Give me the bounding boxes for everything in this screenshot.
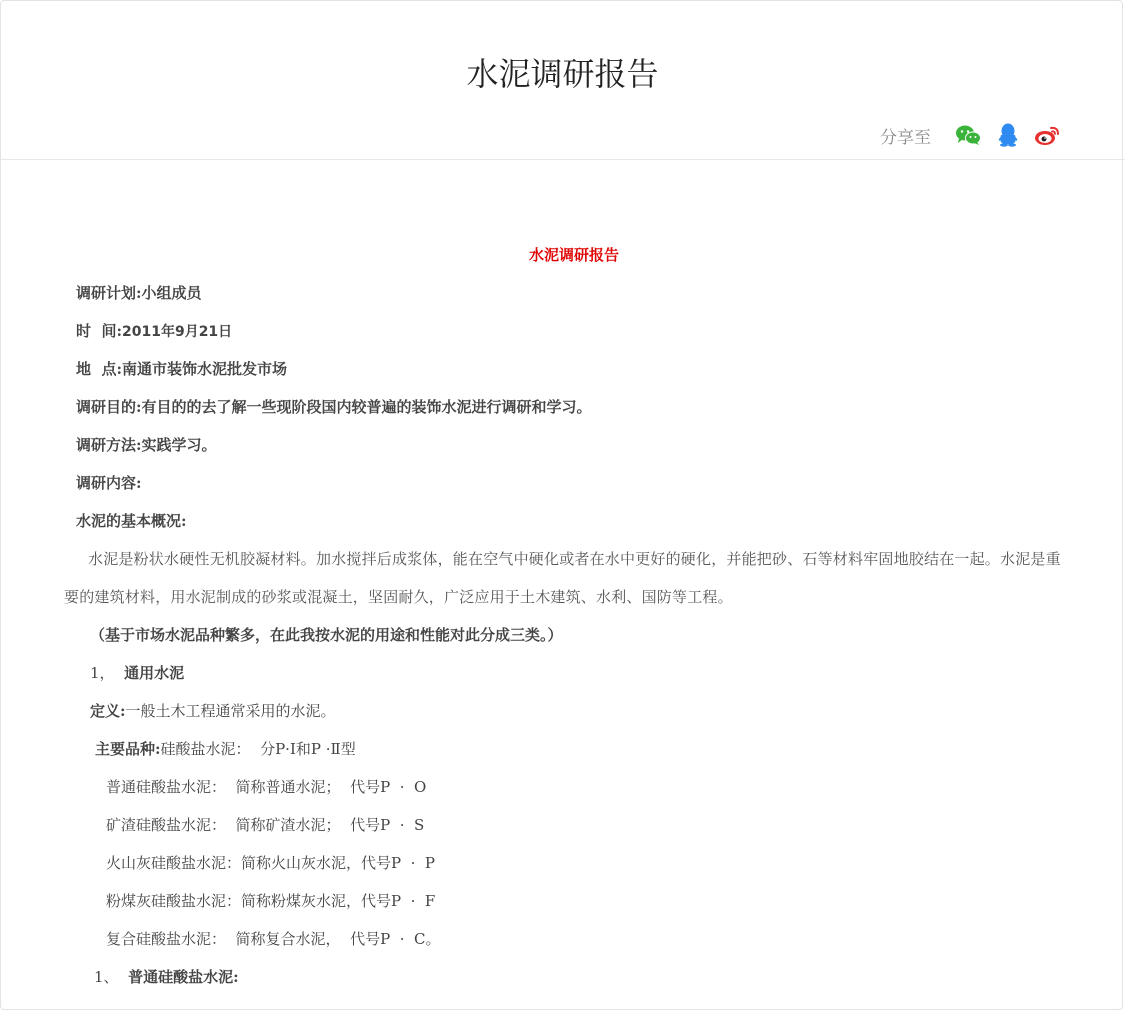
share-label: 分享至 xyxy=(880,127,931,148)
method-label: 调研方法: xyxy=(76,436,142,454)
purpose-value: 有目的的去了解一些现阶段国内较普遍的装饰水泥进行调研和学习。 xyxy=(141,398,592,416)
time-line xyxy=(76,312,232,351)
definition-value: 一般土木工程通常采用的水泥。 xyxy=(125,702,336,720)
document-title: 水泥调研报告 xyxy=(528,246,619,264)
main-varieties-value: 硅酸盐水泥： 分P·Ⅰ和P ·Ⅱ型 xyxy=(160,740,356,758)
main-varieties-line xyxy=(95,730,356,768)
method-value: 实践学习。 xyxy=(141,436,217,454)
plan-value: 小组成员 xyxy=(141,284,202,302)
definition-label: 定义: xyxy=(90,702,126,720)
page-title: 水泥调研报告 xyxy=(466,55,659,93)
content-heading: 调研内容: xyxy=(76,474,142,492)
section-2-title: 普通硅酸盐水泥: xyxy=(128,968,239,986)
method-line xyxy=(76,426,217,464)
share-bar xyxy=(880,120,1063,150)
weibo-icon[interactable] xyxy=(1033,120,1063,150)
header-divider xyxy=(0,159,1125,160)
section-1-number: 1， xyxy=(90,664,115,682)
section-2-heading xyxy=(94,958,239,996)
plan-label: 调研计划: xyxy=(76,284,142,302)
place-line xyxy=(76,350,287,388)
variety-item: 普通硅酸盐水泥： 简称普通水泥； 代号P · O xyxy=(106,778,427,796)
overview-heading: 水泥的基本概况: xyxy=(76,512,187,530)
wechat-icon[interactable] xyxy=(953,120,983,150)
purpose-label: 调研目的: xyxy=(76,398,142,416)
variety-item: 火山灰硅酸盐水泥：简称火山灰水泥，代号P · P xyxy=(106,854,436,872)
time-value: 2011年9月21日 xyxy=(121,324,233,340)
place-value: 南通市装饰水泥批发市场 xyxy=(121,360,287,378)
definition-line xyxy=(90,692,336,730)
variety-item: 矿渣硅酸盐水泥： 简称矿渣水泥； 代号P · S xyxy=(106,816,425,834)
place-label: 地 点: xyxy=(76,360,122,378)
qq-icon[interactable] xyxy=(993,120,1023,150)
purpose-line xyxy=(76,388,592,426)
section-2-number: 1、 xyxy=(94,968,119,986)
classification-note: （基于市场水泥品种繁多，在此我按水泥的用途和性能对此分成三类。） xyxy=(90,626,563,644)
section-1-title: 通用水泥 xyxy=(124,664,185,682)
main-varieties-label: 主要品种: xyxy=(95,740,161,758)
time-label: 时 间: xyxy=(76,322,122,340)
overview-paragraph: 水泥是粉状水硬性无机胶凝材料。加水搅拌后成浆体，能在空气中硬化或者在水中更好的硬化，并能把砂、石等材料牢固地胶结在一起。水泥是重要的建筑材料，用水泥制成的砂浆或混凝土，坚固耐久，广泛应用于土木建筑、水利、国防等工程。 xyxy=(64,550,1061,606)
plan-line xyxy=(76,274,202,312)
variety-item: 粉煤灰硅酸盐水泥：简称粉煤灰水泥，代号P · F xyxy=(106,892,436,910)
variety-item: 复合硅酸盐水泥： 简称复合水泥， 代号P · C。 xyxy=(106,930,441,948)
section-1-heading xyxy=(90,654,184,692)
